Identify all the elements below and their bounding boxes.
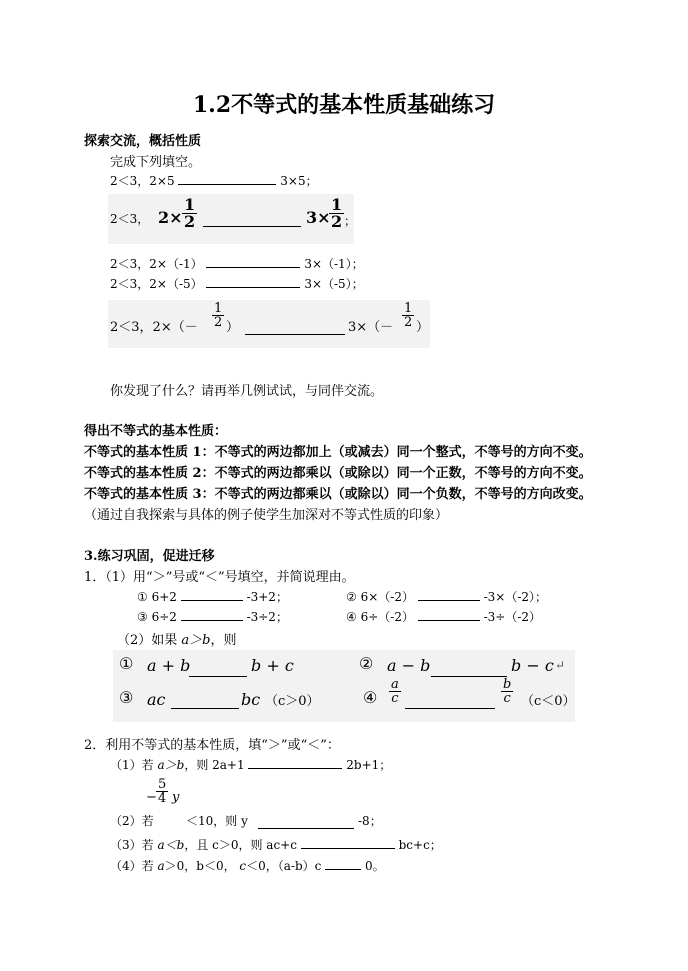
answer-blank[interactable] <box>431 664 507 677</box>
q1-2-label: （2）如果 a＞b，则 <box>117 633 237 648</box>
question1-label: 1．（1）用“＞”号或“＜”号填空，并简说理由。 <box>84 570 355 585</box>
section3-heading: 3.练习巩固，促进迁移 <box>84 549 215 564</box>
fraction-half: $\frac{1}{2}$ <box>331 195 343 231</box>
answer-blank[interactable] <box>248 756 342 769</box>
q2-item-4: （4）若 a＞0，b＜0， c＜0，（a-b）c 0。 <box>110 859 385 873</box>
question2-label: 2．利用不等式的基本性质，填“＞”或“＜”： <box>84 738 340 753</box>
q1-item-a: ① 6+2 -3+2； <box>137 590 288 604</box>
section2-heading: 得出不等式的基本性质： <box>84 424 228 439</box>
answer-blank[interactable] <box>418 608 480 621</box>
row1: 2＜3，2×5 3×5； <box>110 174 318 188</box>
answer-blank[interactable] <box>405 696 495 709</box>
q2-item-3: （3）若 a＜b，且 c＞0，则 ac+c bc+c； <box>110 838 442 852</box>
answer-blank[interactable] <box>418 588 480 601</box>
answer-blank[interactable] <box>258 816 354 829</box>
property-1: 不等式的基本性质 1：不等式的两边都加上（或减去）同一个整式，不等号的方向不变。 <box>84 445 592 460</box>
property-2: 不等式的基本性质 2：不等式的两边都乘以（或除以）同一个正数，不等号的方向不变。 <box>84 466 592 481</box>
fraction-a-over-c: $\frac{a}{c}$ <box>391 677 399 706</box>
teaching-note: （通过自我探索与具体的例子使学生加深对不等式性质的印象） <box>84 508 449 523</box>
row4: 2＜3，2×（-5） 3×（-5）； <box>110 277 364 291</box>
property-3: 不等式的基本性质 3：不等式的两边都乘以（或除以）同一个负数，不等号的方向改变。 <box>84 487 592 502</box>
fraction-half: $\frac{1}{2}$ <box>184 195 196 231</box>
q2-item-2: （2）若 − $\frac{5}{4}$ y ＜10，则 y -8； <box>110 777 382 828</box>
fraction-half: $\frac{1}{2}$ <box>404 301 413 330</box>
page-title: 1.2不等式的基本性质基础练习 <box>192 92 496 118</box>
answer-blank[interactable] <box>171 696 239 709</box>
answer-blank[interactable] <box>206 255 300 268</box>
row3: 2＜3，2×（-1） 3×（-1）； <box>110 257 364 271</box>
answer-blank[interactable] <box>181 608 243 621</box>
answer-blank[interactable] <box>206 275 300 288</box>
answer-blank[interactable] <box>178 172 276 185</box>
answer-blank[interactable] <box>203 214 301 227</box>
q1-item-d: ④ 6÷（-2） -3÷（-2） <box>346 610 542 624</box>
fraction-five-quarters: $\frac{5}{4}$ <box>158 777 167 806</box>
q1-item-b: ② 6×（-2） -3×（-2）； <box>346 590 548 604</box>
answer-blank[interactable] <box>301 836 395 849</box>
q2-item-1: （1）若 a＞b，则 2a+1 2b+1； <box>110 758 392 772</box>
answer-blank[interactable] <box>245 322 345 335</box>
fraction-half: $\frac{1}{2}$ <box>214 301 223 330</box>
row5-equation: 2＜3，2×（－ $\frac{1}{2}$ ） 3×（－ $\frac{1}{2}$ ） <box>108 300 430 348</box>
q1-item-c: ③ 6÷2 -3÷2； <box>137 610 288 624</box>
row2-equation: 2＜3， 2× $\frac{1}{2}$ 3× $\frac{1}{2}$ ； <box>108 194 354 244</box>
answer-blank[interactable] <box>325 857 361 870</box>
discovery-question: 你发现了什么？请再举几例试试，与同伴交流。 <box>110 384 384 399</box>
answer-blank[interactable] <box>189 664 247 677</box>
answer-blank[interactable] <box>181 588 243 601</box>
section1-heading: 探索交流，概括性质 <box>84 134 202 149</box>
q1-2-equations: ① a + b b + c ② a − b b − c ↵ ③ ac bc （c＞0） ④ $\frac{a}{c}$ $\frac{b}{c}$ （c＜0） <box>113 650 575 722</box>
instruction-text: 完成下列填空。 <box>110 155 202 170</box>
fraction-b-over-c: $\frac{b}{c}$ <box>503 677 512 706</box>
